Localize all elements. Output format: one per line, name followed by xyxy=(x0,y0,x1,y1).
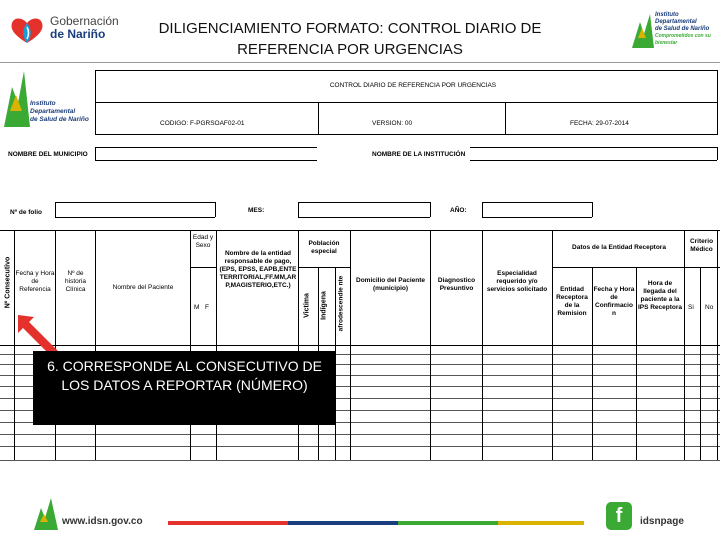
color-bar-navy xyxy=(288,521,398,525)
gobernacion-logo-text xyxy=(50,15,119,41)
col-diagnostico: Diagnostico Presuntivo xyxy=(437,277,476,292)
idsn-line-4: Comprometidos con su bienestar xyxy=(655,33,711,46)
footer-url[interactable]: www.idsn.gov.co xyxy=(62,516,143,527)
idsn-line-2: Departamental xyxy=(655,19,697,25)
callout-box: 6. CORRESPONDE AL CONSECUTIVO DE LOS DATOS A REPORTAR (NÚMERO) xyxy=(33,351,336,425)
gov-line-1: Gobernación xyxy=(50,14,119,28)
institucion-label: NOMBRE DE LA INSTITUCIÓN xyxy=(372,151,466,158)
col-poblacion: Población especial xyxy=(308,240,340,255)
slide-title: DILIGENCIAMIENTO FORMATO: CONTROL DIARIO DE REFERENCIA POR URGENCIAS xyxy=(158,20,542,58)
anio-label: AÑO: xyxy=(450,207,467,214)
municipio-label: NOMBRE DEL MUNICIPIO xyxy=(8,151,88,158)
col-domicilio: Domicilio del Paciente (municipio) xyxy=(356,277,425,292)
form-title: CONTROL DIARIO DE REFERENCIA POR URGENCIAS xyxy=(329,82,497,89)
idsn-logo xyxy=(628,8,658,52)
col-especialidad: Especialidad requerido y/o servicios solicitado xyxy=(486,270,548,293)
col-indigena: Indígena xyxy=(320,291,328,320)
color-bar-green xyxy=(398,521,498,525)
mes-label: MES: xyxy=(248,207,265,214)
col-no: No xyxy=(705,304,714,311)
idsn-line-3: de Salud de Nariño xyxy=(655,26,710,32)
col-edad: Edad y Sexo xyxy=(192,234,214,249)
facebook-icon[interactable]: f xyxy=(606,502,632,530)
form-logo-line-1: Instituto xyxy=(30,100,56,107)
col-paciente: Nombre del Paciente xyxy=(112,284,174,291)
col-victima: Victima xyxy=(303,293,311,318)
gobernacion-logo xyxy=(8,15,46,45)
form-logo-line-3: de Salud de Nariño xyxy=(30,116,89,123)
color-bar-yellow xyxy=(498,521,584,525)
col-m: M xyxy=(194,304,200,311)
form-logo-line-2: Departamental xyxy=(30,108,76,115)
col-criterio: Criterio Médico xyxy=(689,238,714,253)
heart-logo-icon xyxy=(8,15,46,45)
col-si: Si xyxy=(688,304,694,311)
form-version: VERSION: 00 xyxy=(372,120,413,127)
form-logo-text xyxy=(30,100,89,124)
footer-logo-icon xyxy=(32,496,60,532)
folio-label: Nº de folio xyxy=(10,209,42,216)
col-afro: afrodescendie nte xyxy=(337,275,345,332)
col-f: F xyxy=(205,304,209,311)
footer-facebook-page[interactable]: idsnpage xyxy=(640,516,684,527)
form-date: FECHA: 29-07-2014 xyxy=(570,120,629,127)
color-bar-red xyxy=(168,521,288,525)
idsn-emblem-icon xyxy=(628,8,658,52)
idsn-line-1: Instituto xyxy=(655,12,679,18)
col-datos-entidad: Datos de la Entidad Receptora xyxy=(572,244,666,251)
idsn-logo-text xyxy=(655,12,720,47)
col-fecha: Fecha y Hora de Referencia xyxy=(15,270,55,293)
gov-line-2: de Nariño xyxy=(50,27,106,41)
col-fecha-confirmacion: Fecha y Hora de Confirmacio n xyxy=(593,286,635,317)
form-logo-icon xyxy=(2,67,32,129)
col-hora-llegada: Hora de llegada del paciente a la IPS Receptora xyxy=(637,280,683,311)
form-code: CODIGO: F-PGRSOAF02-01 xyxy=(160,120,245,127)
col-consecutivo: Nº Consecutivo xyxy=(4,256,12,309)
col-historia: Nº de historia Clínica xyxy=(65,270,86,293)
col-entidad-receptora: Entidad Receptora de la Remision xyxy=(556,286,588,317)
col-entidad: Nombre de la entidad responsable de pago, (EPS, EPSS, EAPB,ENTE TERRITORIAL,FF.MM,AR P,MAGISTERIO,ETC.) xyxy=(219,250,297,289)
